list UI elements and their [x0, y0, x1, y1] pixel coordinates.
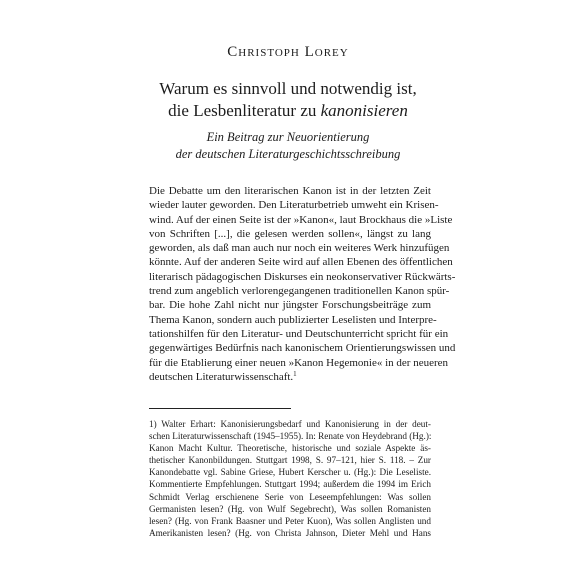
- footnote-line: thetischer Kanonbildungen. Stuttgart 1998, S. 97–121, hier S. 118. – Zur: [149, 455, 431, 466]
- footnote-line: Kommentierte Empfehlungen. Stuttgart 1994; außerdem die 1994 im Erich: [149, 479, 431, 490]
- article-title: [0, 78, 576, 122]
- footnote-separator: [149, 408, 291, 409]
- title-line-2-text: die Lesbenliteratur zu: [168, 101, 321, 120]
- footnote-line: 1) Walter Erhart: Kanonisierungsbedarf und Kanonisierung in der deut-: [149, 419, 431, 429]
- body-paragraph: [149, 184, 456, 384]
- body-line: literarisch pädagogischen Diskurses ein neokonservativer Rückwärts-: [149, 270, 456, 283]
- subtitle-line-2: der deutschen Literaturgeschichtsschreibung: [175, 147, 401, 161]
- body-line: geworden, als daß man auch nur noch ein weiteres Werk hinzufügen: [149, 242, 450, 255]
- footnote-line: schen Literaturwissenschaft (1945–1955). In: Renate von Heydebrand (Hg.):: [149, 431, 432, 442]
- body-line: wieder lauter geworden. Den Literaturbetrieb umweht ein Krisen-: [149, 199, 439, 212]
- body-line: für die Etablierung einer neuen »Kanon Hegemonie« in der neueren: [149, 356, 449, 369]
- article-subtitle: [0, 129, 576, 163]
- body-line: könnte. Auf der anderen Seite wird auf allen Ebenen des öffentlichen: [149, 256, 453, 269]
- subtitle-line-1: Ein Beitrag zur Neuorientierung: [206, 130, 370, 144]
- title-line-2: [0, 100, 576, 122]
- title-line-1: Warum es sinnvoll und notwendig ist,: [159, 79, 417, 98]
- footnotes: [149, 418, 431, 539]
- body-line: von Schriften [...], die gelesen werden sollen«, längst zu lang: [149, 227, 431, 240]
- body-line: trend zum angeblich verlorengegangenen traditionellen Kanon spür-: [149, 285, 450, 298]
- footnote-line: lesen? (Hg. von Frank Baasner und Peter Kuon), Was sollen Anglisten und: [149, 515, 431, 526]
- body-line-last: [149, 370, 431, 384]
- footnote-line: Amerikanisten lesen? (Hg. von Christa Jahnson, Dieter Mehl und Hans: [149, 527, 431, 538]
- body-line: bar. Die hohe Zahl nicht nur jüngster Forschungsbeiträge zum: [149, 299, 431, 312]
- body-line: gegenwärtiges Bedürfnis nach kanonischem Orientierungswissen und: [149, 342, 456, 355]
- body-line: Die Debatte um den literarischen Kanon ist in der letzten Zeit: [149, 185, 431, 197]
- body-line: Thema Kanon, sondern auch publizierter Leselisten und Interpre-: [149, 313, 437, 326]
- title-emphasis: kanonisieren: [320, 101, 408, 120]
- footnote-line: Germanisten lesen? (Hg. von Wulf Segebrecht), Was sollen Romanisten: [149, 503, 431, 514]
- footnote-line: Schmidt Verlag erschienene Serie von Leseempfehlungen: Was sollen: [149, 491, 431, 502]
- footnote-line: Kanondebatte vgl. Sabine Griese, Hubert Kerscher u. (Hg.): Die Leseliste.: [149, 467, 431, 478]
- footnote-reference[interactable]: 1: [293, 369, 297, 378]
- body-line: wind. Auf der einen Seite ist der »Kanon«, laut Brockhaus die »Liste: [149, 213, 453, 226]
- footnote-line: Kanon Macht Kultur. Theoretische, historische und soziale Aspekte äs-: [149, 443, 431, 454]
- author-name: Christoph Lorey: [227, 44, 349, 60]
- body-line: tationshilfen für den Literatur- und Deutschunterricht spricht für ein: [149, 327, 449, 340]
- body-line: deutschen Literaturwissenschaft.: [149, 370, 294, 383]
